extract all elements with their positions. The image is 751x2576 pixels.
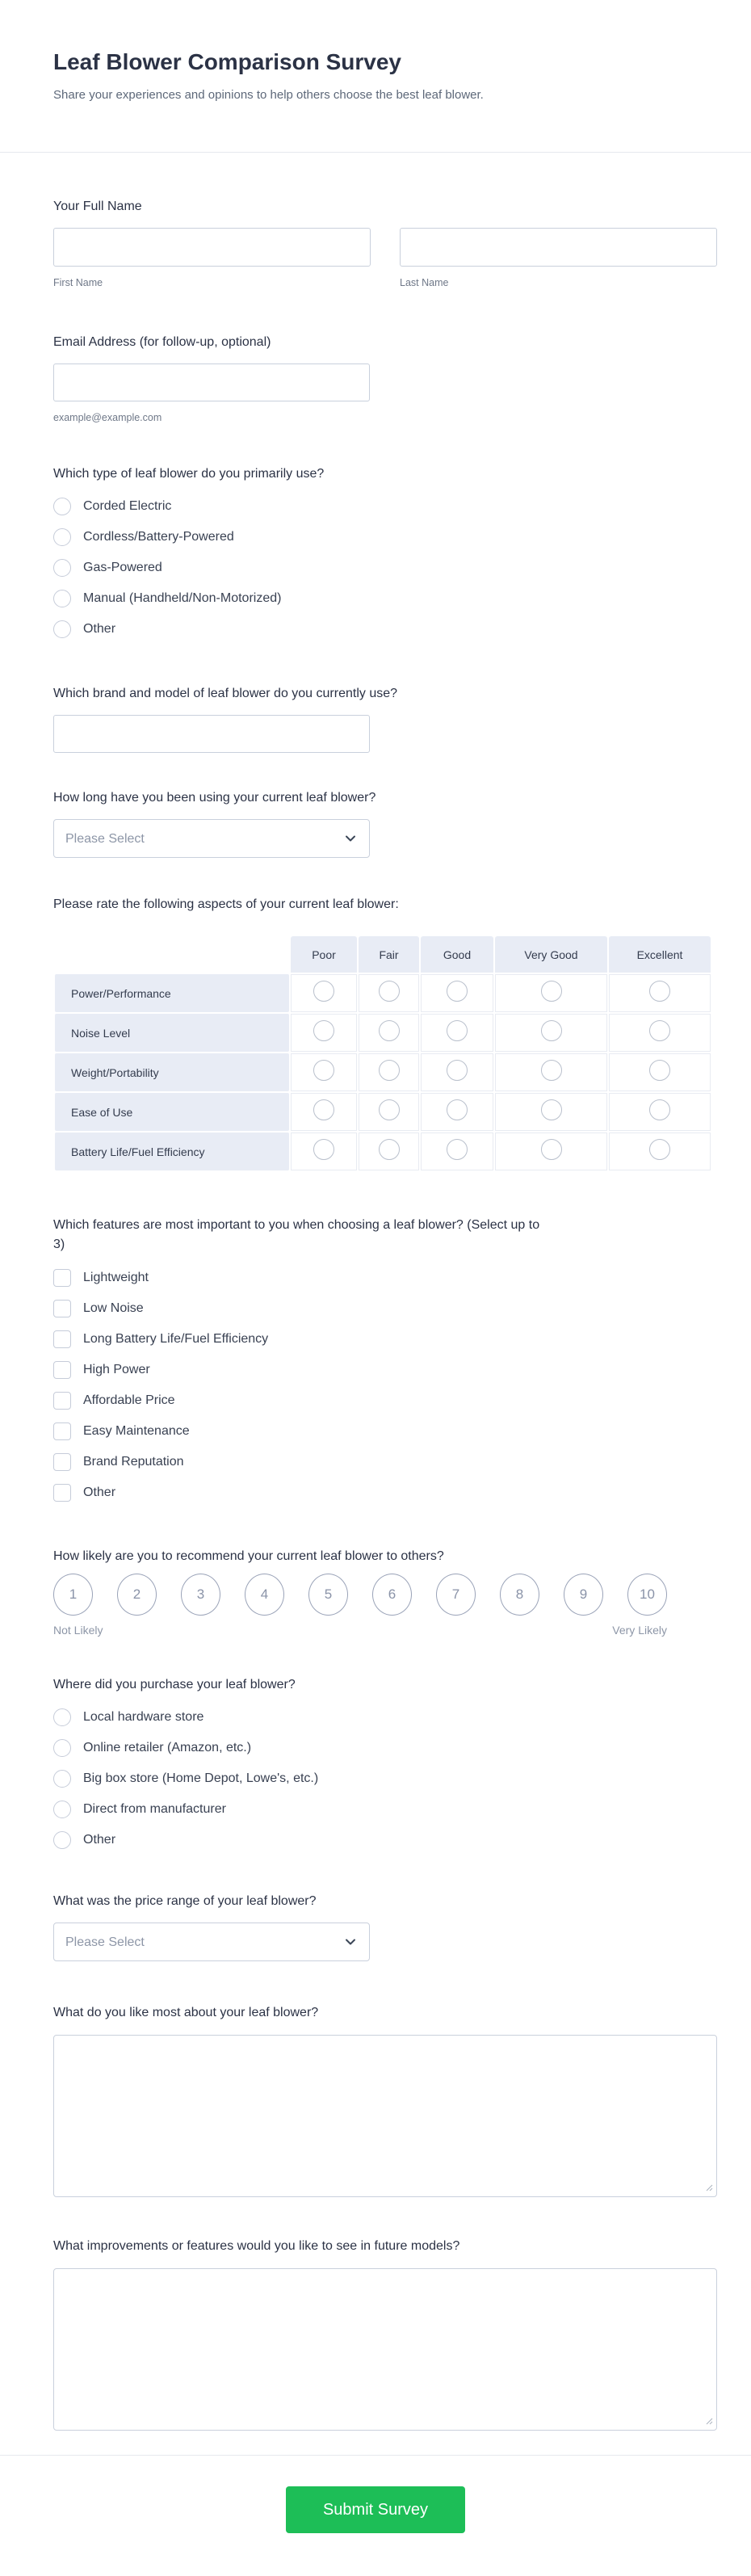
email-input[interactable] <box>53 363 370 401</box>
radio-circle[interactable] <box>313 1060 334 1081</box>
matrix-cell[interactable] <box>495 1133 607 1170</box>
matrix-cell[interactable] <box>421 974 493 1012</box>
important-features-label: Which features are most important to you when choosing a leaf blower? (Select up to 3) <box>53 1218 540 1251</box>
first-name-group <box>53 228 371 289</box>
matrix-cell[interactable] <box>421 1133 493 1170</box>
scale-option-5[interactable]: 5 <box>308 1574 348 1616</box>
question-like-most <box>53 2004 717 2197</box>
usage-duration-select-wrap <box>53 819 370 858</box>
improvements-textarea[interactable] <box>53 2268 717 2431</box>
radio-circle[interactable] <box>53 1831 71 1849</box>
option-label: Other <box>83 622 116 636</box>
matrix-col-fair: Fair <box>359 936 419 973</box>
question-recommend-scale <box>53 1548 717 1637</box>
matrix-col-very-good: Very Good <box>495 936 607 973</box>
matrix-cell[interactable] <box>291 1053 357 1091</box>
matrix-cell[interactable] <box>495 974 607 1012</box>
important-features-options <box>53 1263 717 1508</box>
option-label: Other <box>83 1486 116 1499</box>
radio-circle[interactable] <box>53 528 71 546</box>
matrix-row-label: Weight/Portability <box>55 1053 289 1091</box>
matrix-row-label: Battery Life/Fuel Efficiency <box>55 1133 289 1170</box>
checkbox-option-low-noise[interactable] <box>53 1293 717 1324</box>
usage-duration-label: How long have you been using your current leaf blower? <box>53 791 376 805</box>
radio-circle[interactable] <box>379 1060 400 1081</box>
matrix-row-battery <box>55 1133 711 1170</box>
scale-option-7[interactable]: 7 <box>436 1574 476 1616</box>
scale-option-3[interactable]: 3 <box>181 1574 220 1616</box>
checkbox-option-affordable[interactable] <box>53 1385 717 1416</box>
checkbox-square[interactable] <box>53 1422 71 1440</box>
matrix-cell[interactable] <box>495 1093 607 1131</box>
radio-option-big-box[interactable] <box>53 1763 717 1794</box>
radio-circle[interactable] <box>379 981 400 1002</box>
matrix-cell[interactable] <box>359 1133 419 1170</box>
checkbox-square[interactable] <box>53 1300 71 1317</box>
checkbox-option-other-feature[interactable] <box>53 1477 717 1508</box>
matrix-cell[interactable] <box>421 1093 493 1131</box>
radio-circle[interactable] <box>447 1139 468 1160</box>
radio-option-other-type[interactable] <box>53 614 717 645</box>
like-most-textarea[interactable] <box>53 2035 717 2197</box>
page-title: Leaf Blower Comparison Survey <box>53 49 402 74</box>
rating-matrix-label: Please rate the following aspects of your current leaf blower: <box>53 897 399 911</box>
scale-option-2[interactable]: 2 <box>117 1574 157 1616</box>
matrix-cell[interactable] <box>495 1014 607 1052</box>
matrix-cell[interactable] <box>421 1014 493 1052</box>
email-sublabel: example@example.com <box>53 412 162 423</box>
radio-option-manual[interactable] <box>53 583 717 614</box>
checkbox-option-maintenance[interactable] <box>53 1416 717 1447</box>
matrix-row-label: Power/Performance <box>55 974 289 1012</box>
like-most-textarea-wrap <box>53 2035 717 2197</box>
matrix-col-poor: Poor <box>291 936 357 973</box>
option-label: Other <box>83 1833 116 1847</box>
radio-option-online-retailer[interactable] <box>53 1733 717 1763</box>
radio-circle[interactable] <box>53 1739 71 1757</box>
radio-circle[interactable] <box>541 1139 562 1160</box>
matrix-row-label: Ease of Use <box>55 1093 289 1131</box>
radio-circle[interactable] <box>541 981 562 1002</box>
radio-circle[interactable] <box>53 1708 71 1726</box>
radio-option-gas[interactable] <box>53 553 717 583</box>
blower-type-label: Which type of leaf blower do you primarily use? <box>53 467 325 481</box>
radio-circle[interactable] <box>53 498 71 515</box>
scale-option-8[interactable]: 8 <box>500 1574 539 1616</box>
matrix-row-ease <box>55 1093 711 1131</box>
resize-handle-icon[interactable] <box>705 2417 713 2425</box>
email-label: Email Address (for follow-up, optional) <box>53 335 271 349</box>
matrix-cell[interactable] <box>359 1053 419 1091</box>
blower-type-options <box>53 491 717 645</box>
radio-circle[interactable] <box>649 1139 670 1160</box>
scale-option-1[interactable]: 1 <box>53 1574 93 1616</box>
matrix-header-row <box>55 936 711 973</box>
brand-model-input[interactable] <box>53 715 370 753</box>
scale-option-9[interactable]: 9 <box>564 1574 603 1616</box>
radio-option-other-purchase[interactable] <box>53 1825 717 1855</box>
checkbox-square[interactable] <box>53 1453 71 1471</box>
option-label: Corded Electric <box>83 499 172 513</box>
radio-option-local-store[interactable] <box>53 1702 717 1733</box>
submit-button[interactable]: Submit Survey <box>286 2486 465 2533</box>
price-range-select-wrap <box>53 1923 370 1961</box>
question-purchase-place <box>53 1676 717 1855</box>
radio-circle[interactable] <box>53 1801 71 1818</box>
resize-handle-icon[interactable] <box>705 2183 713 2191</box>
option-label: Local hardware store <box>83 1710 204 1724</box>
question-brand-model <box>53 685 717 753</box>
scale-option-10[interactable]: 10 <box>627 1574 667 1616</box>
matrix-cell[interactable] <box>291 1014 357 1052</box>
last-name-input[interactable] <box>400 228 717 267</box>
last-name-sublabel: Last Name <box>400 277 449 288</box>
matrix-cell[interactable] <box>359 974 419 1012</box>
question-price-range <box>53 1893 717 1961</box>
radio-option-corded-electric[interactable] <box>53 491 717 522</box>
matrix-cell[interactable] <box>359 1093 419 1131</box>
recommend-scale-label: How likely are you to recommend your current leaf blower to others? <box>53 1549 444 1563</box>
radio-circle[interactable] <box>649 1020 670 1041</box>
checkbox-square[interactable] <box>53 1392 71 1410</box>
radio-circle[interactable] <box>313 1020 334 1041</box>
checkbox-square[interactable] <box>53 1484 71 1502</box>
radio-circle[interactable] <box>649 981 670 1002</box>
checkbox-square[interactable] <box>53 1269 71 1287</box>
form-body <box>0 198 751 2431</box>
like-most-label: What do you like most about your leaf blower? <box>53 2006 319 2019</box>
radio-circle[interactable] <box>541 1060 562 1081</box>
form-header <box>0 0 751 153</box>
radio-circle[interactable] <box>447 1020 468 1041</box>
price-range-select[interactable] <box>53 1923 370 1961</box>
matrix-cell[interactable] <box>609 1133 711 1170</box>
question-important-features <box>53 1216 717 1508</box>
question-email <box>53 334 717 424</box>
improvements-label: What improvements or features would you like to see in future models? <box>53 2239 460 2253</box>
matrix-cell[interactable] <box>291 1133 357 1170</box>
purchase-place-label: Where did you purchase your leaf blower? <box>53 1678 296 1691</box>
checkbox-square[interactable] <box>53 1361 71 1379</box>
radio-option-cordless[interactable] <box>53 522 717 553</box>
brand-model-label: Which brand and model of leaf blower do you currently use? <box>53 687 398 700</box>
option-label: Lightweight <box>83 1271 149 1284</box>
matrix-col-good: Good <box>421 936 493 973</box>
checkbox-option-high-power[interactable] <box>53 1355 717 1385</box>
radio-circle[interactable] <box>313 1099 334 1120</box>
radio-circle[interactable] <box>649 1060 670 1081</box>
radio-circle[interactable] <box>447 1099 468 1120</box>
option-label: Cordless/Battery-Powered <box>83 530 234 544</box>
option-label: Gas-Powered <box>83 561 162 574</box>
first-name-input[interactable] <box>53 228 371 267</box>
checkbox-option-brand-reputation[interactable] <box>53 1447 717 1477</box>
checkbox-option-lightweight[interactable] <box>53 1263 717 1293</box>
option-label: Online retailer (Amazon, etc.) <box>83 1741 252 1754</box>
radio-circle[interactable] <box>379 1099 400 1120</box>
first-name-sublabel: First Name <box>53 277 103 288</box>
radio-circle[interactable] <box>53 1770 71 1788</box>
matrix-cell[interactable] <box>495 1053 607 1091</box>
checkbox-square[interactable] <box>53 1330 71 1348</box>
matrix-cell[interactable] <box>609 1014 711 1052</box>
matrix-row-weight <box>55 1053 711 1091</box>
matrix-cell[interactable] <box>609 974 711 1012</box>
rating-matrix-table <box>53 935 712 1172</box>
matrix-corner-cell <box>55 936 289 973</box>
radio-circle[interactable] <box>379 1020 400 1041</box>
matrix-row-power <box>55 974 711 1012</box>
scale-row <box>53 1574 667 1616</box>
improvements-textarea-wrap <box>53 2268 717 2431</box>
radio-option-manufacturer[interactable] <box>53 1794 717 1825</box>
matrix-row-noise <box>55 1014 711 1052</box>
matrix-cell[interactable] <box>359 1014 419 1052</box>
submit-row <box>0 2456 751 2574</box>
radio-circle[interactable] <box>53 590 71 607</box>
question-usage-duration <box>53 789 717 858</box>
option-label: Long Battery Life/Fuel Efficiency <box>83 1332 269 1346</box>
name-grid <box>53 228 717 289</box>
matrix-row-label: Noise Level <box>55 1014 289 1052</box>
question-full-name <box>53 198 717 289</box>
option-label: Affordable Price <box>83 1393 175 1407</box>
scale-min-label: Not Likely <box>53 1624 103 1637</box>
last-name-group <box>400 228 717 289</box>
matrix-cell[interactable] <box>291 1093 357 1131</box>
radio-circle[interactable] <box>53 559 71 577</box>
scale-option-6[interactable]: 6 <box>372 1574 412 1616</box>
option-label: Direct from manufacturer <box>83 1802 226 1816</box>
radio-circle[interactable] <box>379 1139 400 1160</box>
scale-option-4[interactable]: 4 <box>245 1574 284 1616</box>
option-label: Brand Reputation <box>83 1455 184 1469</box>
scale-end-labels <box>53 1624 667 1637</box>
price-range-label: What was the price range of your leaf blower? <box>53 1894 317 1908</box>
radio-circle[interactable] <box>53 620 71 638</box>
purchase-place-options <box>53 1702 717 1855</box>
option-label: High Power <box>83 1363 150 1376</box>
full-name-label: Your Full Name <box>53 200 142 213</box>
question-improvements <box>53 2238 717 2431</box>
matrix-col-excellent: Excellent <box>609 936 711 973</box>
matrix-cell[interactable] <box>609 1053 711 1091</box>
radio-circle[interactable] <box>541 1099 562 1120</box>
matrix-cell[interactable] <box>609 1093 711 1131</box>
radio-circle[interactable] <box>313 1139 334 1160</box>
option-label: Big box store (Home Depot, Lowe's, etc.) <box>83 1771 319 1785</box>
page-subtitle: Share your experiences and opinions to help others choose the best leaf blower. <box>53 88 484 102</box>
matrix-cell[interactable] <box>291 974 357 1012</box>
option-label: Easy Maintenance <box>83 1424 190 1438</box>
option-label: Manual (Handheld/Non-Motorized) <box>83 591 282 605</box>
radio-circle[interactable] <box>541 1020 562 1041</box>
option-label: Low Noise <box>83 1301 144 1315</box>
radio-circle[interactable] <box>649 1099 670 1120</box>
radio-circle[interactable] <box>447 981 468 1002</box>
radio-circle[interactable] <box>447 1060 468 1081</box>
scale-max-label: Very Likely <box>612 1624 667 1637</box>
question-blower-type <box>53 465 717 645</box>
question-rating-matrix <box>53 896 717 1172</box>
checkbox-option-battery-life[interactable] <box>53 1324 717 1355</box>
matrix-cell[interactable] <box>421 1053 493 1091</box>
radio-circle[interactable] <box>313 981 334 1002</box>
recommend-scale-widget <box>53 1574 667 1637</box>
usage-duration-select[interactable] <box>53 819 370 858</box>
